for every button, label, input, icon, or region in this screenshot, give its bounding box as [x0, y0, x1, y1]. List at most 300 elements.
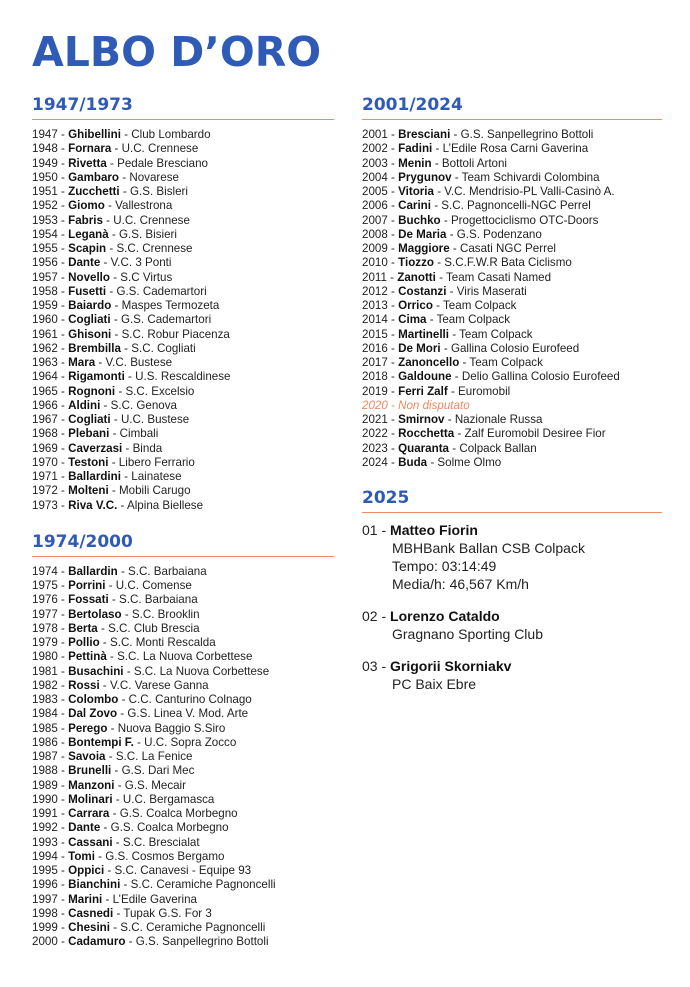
list-item: 1969 - Caverzasi - Binda	[32, 441, 163, 455]
winners-list	[362, 128, 662, 470]
entry-team: Team Colpack	[469, 356, 543, 369]
entry-winner: Rossi	[68, 678, 100, 692]
entry-year: 2024	[362, 455, 388, 469]
list-item: 2022 - Rocchetta - Zalf Euromobil Desiree Fior	[362, 427, 606, 441]
list-item: 1995 - Oppici - S.C. Canavesi - Equipe 93	[32, 864, 252, 877]
list-item: 2019 - Ferri Zalf - Euromobil	[362, 384, 511, 398]
entry-year: 1976	[32, 593, 58, 607]
entry-team: Nuova Baggio S.Siro	[117, 721, 226, 735]
entry-team: Solme Olmo	[437, 455, 502, 469]
entry-team: G.S. Dari Mec	[121, 764, 195, 778]
list-item: 2018 - Galdoune - Delio Gallina Colosio Eurofeed	[362, 370, 620, 384]
entry-winner: Marini	[68, 892, 103, 906]
entry-team: V.C. Bustese	[105, 356, 173, 369]
entry-team: Nazionale Russa	[454, 413, 543, 426]
list-item: 1967 - Cogliati - U.C. Bustese	[32, 413, 190, 426]
entry-year: 2006	[362, 199, 388, 213]
entry-team: S.C. Barbaiana	[119, 593, 198, 607]
entry-winner: Orrico	[398, 299, 433, 312]
entry-winner: Fusetti	[68, 284, 107, 298]
entry-year: 1956	[32, 256, 58, 270]
list-item: 1978 - Berta - S.C. Club Brescia	[32, 621, 200, 635]
entry-year: 1968	[32, 427, 58, 441]
list-item: 1998 - Casnedi - Tupak G.S. For 3	[32, 906, 212, 920]
list-item: 2005 - Vitoria - V.C. Mendrisio-PL Valli-Casinò A.	[362, 185, 615, 198]
list-item: 1993 - Cassani - S.C. Brescialat	[32, 835, 200, 849]
entry-team: S.C.F.W.R Bata Ciclismo	[444, 256, 572, 270]
list-item: 2009 - Maggiore - Casati NGC Perrel	[362, 242, 556, 255]
podium-detail: MBHBank Ballan CSB Colpack	[392, 540, 585, 556]
entry-year: 1988	[32, 764, 58, 778]
entry-winner: Tomi	[68, 849, 95, 863]
entry-winner: Martinelli	[398, 327, 450, 341]
entry-team: Team Colpack	[459, 327, 533, 341]
entry-year: 1982	[32, 678, 58, 692]
section-divider	[32, 119, 334, 120]
entry-winner: Bianchini	[68, 878, 121, 892]
entry-team: Team Schivardi Colombina	[461, 170, 600, 184]
entry-winner: Giomo	[68, 199, 105, 213]
list-item: 2006 - Carini - S.C. Pagnoncelli-NGC Perrel	[362, 199, 591, 213]
entry-winner: Cadamuro	[68, 935, 126, 949]
podium-detail: Media/h: 46,567 Km/h	[392, 576, 529, 592]
entry-year: 1960	[32, 313, 58, 327]
entry-team: Viris Maserati	[456, 284, 527, 298]
entry-team: G.S. Podenzano	[456, 227, 542, 241]
entry-winner: Perego	[68, 721, 108, 735]
list-item: 1981 - Busachini - S.C. La Nuova Corbettese	[32, 664, 270, 678]
entry-year: 1977	[32, 607, 58, 621]
entry-team: Libero Ferrario	[118, 455, 195, 469]
entry-team: Binda	[132, 441, 163, 455]
entry-winner: Chesini	[68, 921, 110, 934]
entry-team: G.S. Linea V. Mod. Arte	[127, 707, 249, 721]
list-item: 1983 - Colombo - C.C. Canturino Colnago	[32, 693, 252, 706]
entry-year: 2004	[362, 170, 388, 184]
podium-detail: Gragnano Sporting Club	[392, 626, 543, 642]
entry-year: 2019	[362, 384, 388, 398]
podium-detail: Tempo: 03:14:49	[392, 558, 497, 574]
entry-winner: Rigamonti	[68, 370, 125, 384]
list-item: 2021 - Smirnov - Nazionale Russa	[362, 413, 543, 426]
list-item: 1979 - Pollio - S.C. Monti Rescalda	[32, 636, 216, 649]
entry-team: S.C. Canavesi - Equipe 93	[114, 864, 252, 877]
list-item: 1968 - Plebani - Cimbali	[32, 427, 159, 441]
entry-team: Progettociclismo OTC-Doors	[450, 213, 599, 227]
list-item: 1953 - Fabris - U.C. Crennese	[32, 213, 190, 227]
entry-year: 2008	[362, 227, 388, 241]
entry-year: 1997	[32, 892, 58, 906]
list-item: 1961 - Ghisoni - S.C. Robur Piacenza	[32, 327, 230, 341]
list-item: 2015 - Martinelli - Team Colpack	[362, 327, 533, 341]
entry-winner: Tiozzo	[398, 256, 434, 270]
entry-team: V.C. 3 Ponti	[110, 256, 172, 270]
entry-team: G.S. Cosmos Bergamo	[105, 849, 225, 863]
list-item: 1986 - Bontempi F. - U.C. Sopra Zocco	[32, 735, 237, 749]
list-item: 1980 - Pettinà - S.C. La Nuova Corbettese	[32, 650, 253, 664]
entry-winner: Aldini	[68, 398, 101, 412]
entry-winner: Gambaro	[68, 170, 120, 184]
entry-winner: Caverzasi	[68, 441, 123, 455]
entry-year: 1989	[32, 778, 58, 792]
entry-team: Gallina Colosio Eurofeed	[450, 341, 580, 355]
list-item: 1960 - Cogliati - G.S. Cademartori	[32, 313, 212, 327]
list-item: 1982 - Rossi - V.C. Varese Ganna	[32, 678, 209, 692]
entry-team: G.S. Coalca Morbegno	[110, 821, 229, 835]
entry-year: 1974	[32, 564, 58, 578]
entry-year: 1948	[32, 142, 58, 156]
list-item: 1964 - Rigamonti - U.S. Rescaldinese	[32, 370, 231, 384]
list-item: 1965 - Rognoni - S.C. Excelsio	[32, 384, 195, 398]
list-item: 1984 - Dal Zovo - G.S. Linea V. Mod. Arte	[32, 707, 249, 721]
entry-year: 1983	[32, 693, 58, 706]
entry-year: 2023	[362, 441, 388, 455]
entry-year: 1958	[32, 284, 58, 298]
entry-year: 1986	[32, 735, 58, 749]
entry-team: S.C. Cogliati	[131, 341, 196, 355]
list-item: 1950 - Gambaro - Novarese	[32, 170, 179, 184]
entry-winner: Rocchetta	[398, 427, 455, 441]
entry-team: Vallestrona	[115, 199, 173, 213]
list-item: 2023 - Quaranta - Colpack Ballan	[362, 441, 537, 455]
entry-team: S.C. Monti Rescalda	[109, 636, 216, 649]
entry-year: 2011	[362, 270, 387, 284]
list-item: 2008 - De Maria - G.S. Podenzano	[362, 227, 542, 241]
entry-winner: Testoni	[68, 455, 109, 469]
entry-year: 1985	[32, 721, 58, 735]
entry-winner: Ghibellini	[68, 128, 121, 141]
entry-year: 1993	[32, 835, 58, 849]
entry-year: 1963	[32, 356, 58, 369]
entry-year: 2013	[362, 299, 388, 312]
podium-name: Lorenzo Cataldo	[390, 608, 500, 624]
entry-year: 1978	[32, 621, 58, 635]
entry-team: S.C. Ceramiche Pagnoncelli	[130, 878, 276, 892]
entry-team: Novarese	[129, 170, 179, 184]
entry-team: G.S. Sanpellegrino Bottoli	[135, 935, 269, 949]
list-item: 1949 - Rivetta - Pedale Bresciano	[32, 156, 208, 170]
entry-winner: Porrini	[68, 579, 106, 592]
section-divider	[362, 119, 662, 120]
entry-year: 2014	[362, 313, 388, 327]
entry-year: 1979	[32, 636, 58, 649]
right-column	[362, 95, 662, 693]
entry-year: 2007	[362, 213, 388, 227]
entry-team: G.S. Coalca Morbegno	[119, 807, 238, 820]
list-item: 1992 - Dante - G.S. Coalca Morbegno	[32, 821, 229, 835]
list-item: 2024 - Buda - Solme Olmo	[362, 455, 502, 469]
entry-winner: Cima	[398, 313, 427, 327]
entry-winner: Riva V.C.	[68, 498, 118, 512]
entry-team: Mobili Carugo	[119, 484, 191, 498]
entry-team: S.C. Robur Piacenza	[121, 327, 230, 341]
entry-team: G.S. Cademartori	[120, 313, 212, 327]
entry-team: Pedale Bresciano	[117, 156, 208, 170]
entry-year: 1950	[32, 170, 58, 184]
list-item: 2012 - Costanzi - Viris Maserati	[362, 284, 527, 298]
list-item: 2001 - Bresciani - G.S. Sanpellegrino Bottoli	[362, 128, 594, 141]
entry-team: U.C. Crennese	[121, 142, 199, 156]
entry-winner: Colombo	[68, 693, 119, 706]
entry-year: 1949	[32, 156, 58, 170]
list-item: 2007 - Buchko - Progettociclismo OTC-Doors	[362, 213, 599, 227]
entry-winner: Savoia	[68, 750, 106, 763]
podium-position: 03	[362, 658, 378, 674]
entry-winner: Cassani	[68, 835, 113, 849]
section-2025	[362, 488, 662, 693]
podium-entry	[362, 521, 662, 593]
entry-year: 1998	[32, 906, 58, 920]
entry-team: Zalf Euromobil Desiree Fior	[464, 427, 606, 441]
entry-year: 1961	[32, 327, 58, 341]
entry-year: 1952	[32, 199, 58, 213]
entry-team: Team Casati Named	[445, 270, 552, 284]
list-item: 1997 - Marini - L’Edile Gaverina	[32, 892, 198, 906]
entry-team: Team Colpack	[443, 299, 517, 312]
entry-winner: Baiardo	[68, 299, 112, 312]
entry-team: S.C. La Nuova Corbettese	[117, 650, 253, 664]
list-item: 2003 - Menin - Bottoli Artoni	[362, 156, 508, 170]
entry-team: G.S. Sanpellegrino Bottoli	[460, 128, 594, 141]
entry-year: 2015	[362, 327, 388, 341]
list-item: 1957 - Novello - S.C Virtus	[32, 270, 173, 284]
entry-year: 1955	[32, 242, 58, 255]
entry-team: G.S. Bisleri	[129, 185, 188, 198]
entry-team: S.C. La Nuova Corbettese	[133, 664, 270, 678]
entry-year: 2016	[362, 341, 388, 355]
entry-winner: Brembilla	[68, 341, 121, 355]
entry-year: 1996	[32, 878, 58, 892]
entry-team: U.S. Rescaldinese	[135, 370, 231, 384]
entry-year: 2003	[362, 156, 388, 170]
entry-winner: Dal Zovo	[68, 707, 118, 721]
entry-team: U.C. Comense	[115, 579, 192, 592]
entry-year: 1953	[32, 213, 58, 227]
list-item: 1972 - Molteni - Mobili Carugo	[32, 484, 191, 498]
entry-team: Club Lombardo	[131, 128, 211, 141]
entry-year: 1984	[32, 707, 58, 721]
entry-winner: De Mori	[398, 341, 441, 355]
entry-year: 1980	[32, 650, 58, 664]
entry-team: S.C. Genova	[110, 398, 178, 412]
list-item: 1996 - Bianchini - S.C. Ceramiche Pagnoncelli	[32, 878, 276, 892]
entry-year: 1995	[32, 864, 58, 877]
entry-team: Tupak G.S. For 3	[123, 906, 212, 920]
entry-year: 1954	[32, 227, 58, 241]
page-title: ALBO D’ORO	[32, 28, 322, 76]
entry-team: Lainatese	[131, 470, 182, 483]
entry-winner: Costanzi	[398, 284, 447, 298]
entry-winner: Bertolaso	[68, 607, 122, 621]
entry-winner: Prygunov	[398, 170, 452, 184]
entry-winner: Fossati	[68, 593, 109, 607]
entry-winner: Fadini	[398, 142, 433, 156]
entry-winner: Novello	[68, 270, 110, 284]
list-item: 1976 - Fossati - S.C. Barbaiana	[32, 593, 198, 607]
entry-team: Delio Gallina Colosio Eurofeed	[461, 370, 620, 384]
list-item: 1954 - Leganà - G.S. Bisieri	[32, 227, 177, 241]
entry-team: Alpina Biellese	[126, 498, 204, 512]
entry-team: Colpack Ballan	[459, 441, 537, 455]
entry-year: 1987	[32, 750, 58, 763]
entry-year: 2001	[362, 128, 388, 141]
list-item: 1962 - Brembilla - S.C. Cogliati	[32, 341, 196, 355]
entry-winner: Busachini	[68, 664, 124, 678]
entry-winner: Zucchetti	[68, 185, 120, 198]
entry-year: 1970	[32, 455, 58, 469]
entry-year: 2017	[362, 356, 388, 369]
list-item: 1952 - Giomo - Vallestrona	[32, 199, 173, 213]
entry-winner: Pettinà	[68, 650, 107, 664]
entry-winner: Ballardini	[68, 470, 121, 483]
results-2025	[362, 521, 662, 693]
list-item: 1994 - Tomi - G.S. Cosmos Bergamo	[32, 849, 225, 863]
entry-team: V.C. Varese Ganna	[110, 678, 209, 692]
section-title: 1974/2000	[32, 531, 133, 552]
entry-team: S.C. Ceramiche Pagnoncelli	[120, 921, 266, 934]
entry-winner: Oppici	[68, 864, 105, 877]
list-item: 2014 - Cima - Team Colpack	[362, 313, 511, 327]
entry-team: C.C. Canturino Colnago	[128, 693, 252, 706]
podium-position: 02	[362, 608, 378, 624]
entry-winner: Cogliati	[68, 413, 111, 426]
entry-team: S.C. Barbaiana	[128, 564, 207, 578]
list-item: 1975 - Porrini - U.C. Comense	[32, 579, 192, 592]
entry-team: U.C. Bergamasca	[122, 792, 215, 806]
entry-winner: Menin	[398, 156, 432, 170]
entry-winner: Dante	[68, 256, 101, 270]
entry-year: 1969	[32, 441, 58, 455]
section-1947-1973	[32, 95, 334, 513]
list-item: 1974 - Ballardin - S.C. Barbaiana	[32, 564, 207, 578]
entry-year: 2000	[32, 935, 58, 949]
entry-winner: Galdoune	[398, 370, 452, 384]
list-item: 1956 - Dante - V.C. 3 Ponti	[32, 256, 172, 270]
list-item: 1977 - Bertolaso - S.C. Brooklin	[32, 607, 200, 621]
entry-winner: Vitoria	[398, 185, 434, 198]
entry-team: Team Colpack	[436, 313, 511, 327]
entry-winner: Maggiore	[398, 242, 450, 255]
entry-year: 1962	[32, 341, 58, 355]
podium-position: 01	[362, 522, 378, 538]
list-item: 1987 - Savoia - S.C. La Fenice	[32, 750, 193, 763]
section-2001-2024	[362, 95, 662, 470]
list-item: 1991 - Carrara - G.S. Coalca Morbegno	[32, 807, 238, 820]
entry-winner: Buchko	[398, 213, 441, 227]
section-title: 2001/2024	[362, 95, 463, 115]
entry-team: S.C. Brooklin	[131, 607, 200, 621]
entry-team: Euromobil	[458, 384, 511, 398]
podium-detail: PC Baix Ebre	[392, 676, 477, 692]
list-item: 2002 - Fadini - L’Edile Rosa Carni Gaverina	[362, 142, 589, 156]
entry-year: 1965	[32, 384, 58, 398]
entry-winner: Manzoni	[68, 778, 115, 792]
entry-year: 1966	[32, 398, 58, 412]
entry-winner: Cogliati	[68, 313, 111, 327]
podium-entry	[362, 657, 662, 693]
entry-team: S.C. Pagnoncelli-NGC Perrel	[441, 199, 591, 213]
podium-headline: 01 - Matteo Fiorin	[362, 522, 478, 538]
entry-winner: Smirnov	[398, 413, 445, 426]
list-item: 2010 - Tiozzo - S.C.F.W.R Bata Ciclismo	[362, 256, 572, 270]
entry-year: 1964	[32, 370, 58, 384]
entry-winner: De Maria	[398, 227, 447, 241]
entry-winner: Casnedi	[68, 906, 114, 920]
podium-name: Grigorii Skorniakv	[390, 658, 512, 674]
entry-team: Cimbali	[119, 427, 159, 441]
list-item: 1955 - Scapin - S.C. Crennese	[32, 242, 193, 255]
entry-year: 1947	[32, 128, 58, 141]
entry-team: U.C. Sopra Zocco	[144, 735, 237, 749]
entry-winner: Fornara	[68, 142, 112, 156]
entry-team: G.S. Bisieri	[119, 227, 177, 241]
entry-winner: Molinari	[68, 792, 113, 806]
entry-winner: Zanotti	[397, 270, 436, 284]
left-column	[32, 95, 334, 950]
entry-year: 1971	[32, 470, 58, 483]
podium-name: Matteo Fiorin	[390, 522, 478, 538]
entry-year: 1975	[32, 579, 58, 592]
entry-year: 1967	[32, 413, 58, 426]
entry-year: 2022	[362, 427, 388, 441]
entry-team: S.C. Excelsio	[125, 384, 195, 398]
section-1974-2000	[32, 532, 334, 950]
entry-year: 1957	[32, 270, 58, 284]
entry-year: 2005	[362, 185, 388, 198]
entry-winner: Leganà	[68, 227, 109, 241]
list-item: 1947 - Ghibellini - Club Lombardo	[32, 128, 211, 141]
section-title: 2025	[362, 488, 410, 508]
entry-team: L’Edile Gaverina	[112, 892, 198, 906]
entry-winner: Plebani	[68, 427, 110, 441]
list-item: 1948 - Fornara - U.C. Crennese	[32, 142, 199, 156]
list-item: 1971 - Ballardini - Lainatese	[32, 470, 182, 483]
entry-team: L’Edile Rosa Carni Gaverina	[442, 142, 589, 156]
entry-team: U.C. Bustese	[120, 413, 190, 426]
entry-year: 1981	[32, 664, 58, 678]
entry-team: S.C Virtus	[120, 270, 173, 284]
list-item: 1973 - Riva V.C. - Alpina Biellese	[32, 498, 204, 512]
entry-winner: Zanoncello	[398, 356, 460, 369]
entry-year: 1973	[32, 498, 58, 512]
entry-winner: Ghisoni	[68, 327, 112, 341]
winners-list	[32, 565, 334, 950]
entry-winner: Ferri Zalf	[398, 384, 448, 398]
list-item: 1963 - Mara - V.C. Bustese	[32, 356, 173, 369]
list-item: 2011 - Zanotti - Team Casati Named	[362, 270, 552, 284]
entry-winner: Rognoni	[68, 384, 116, 398]
entry-year: 1991	[32, 807, 58, 820]
list-item: 2020 - Non disputato	[362, 398, 470, 412]
entry-year: 1951	[32, 185, 58, 198]
entry-winner: Dante	[68, 821, 101, 835]
entry-year: 1959	[32, 299, 58, 312]
entry-team: S.C. La Fenice	[115, 750, 193, 763]
list-item: 1966 - Aldini - S.C. Genova	[32, 398, 178, 412]
list-item: 2004 - Prygunov - Team Schivardi Colombina	[362, 170, 600, 184]
list-item: 2000 - Cadamuro - G.S. Sanpellegrino Bottoli	[32, 935, 269, 949]
entry-winner: Rivetta	[68, 156, 107, 170]
list-item: 1959 - Baiardo - Maspes Termozeta	[32, 299, 220, 312]
section-divider	[362, 512, 662, 513]
entry-team: V.C. Mendrisio-PL Valli-Casinò A.	[444, 185, 615, 198]
entry-winner: Ballardin	[68, 564, 118, 578]
entry-year: 1994	[32, 849, 58, 863]
entry-year: 1992	[32, 821, 58, 835]
entry-team: S.C. Crennese	[116, 242, 193, 255]
list-item: 1999 - Chesini - S.C. Ceramiche Pagnoncelli	[32, 921, 266, 934]
entry-team: S.C. Club Brescia	[108, 621, 200, 635]
